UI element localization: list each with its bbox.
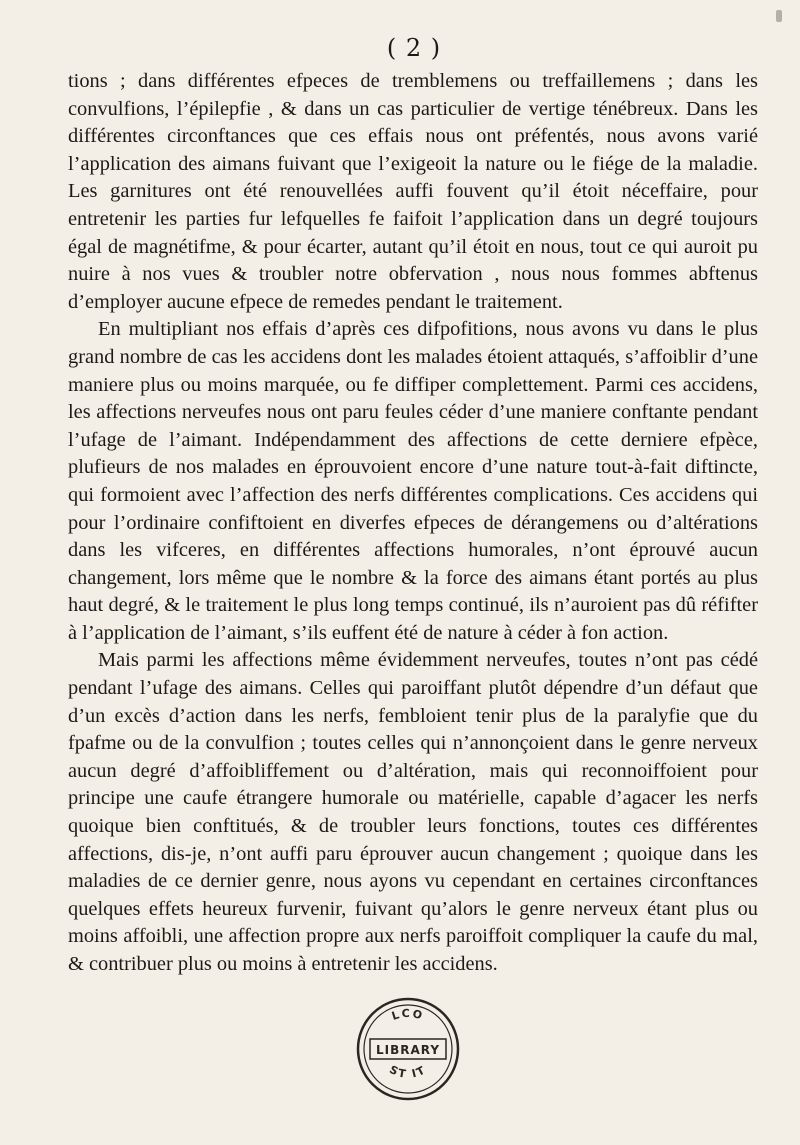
- library-stamp: [353, 994, 463, 1104]
- stamp-bottom-text: ST IT: [387, 1062, 429, 1081]
- stamp-center-text: LIBRARY: [375, 1043, 441, 1057]
- paragraph-1: tions ; dans différentes efpeces de tremblemens ou treffaillemens ; dans les convulfions, l’épilepfie , & dans un cas particulier de vertige ténébreux. Dans les différentes circonftances que ces effais nous ont préfentés, nous avons varié l’application des aimans fuivant que l’exigeoit la nature ou le fiége de la maladie. Les garnitures ont été renouvellées auffi fouvent qu’il étoit néceffaire, pour entretenir les parties fur lefquelles fe faifoit l’application dans un degré toujours égal de magnétifme, & pour écarter, autant qu’il étoit en nous, tout ce qui auroit pu nuire à nos vues & troubler notre obfervation , nous nous fommes abftenus d’employer aucune efpece de remedes pendant le traitement.: [68, 70, 758, 313]
- paragraph-2: En multipliant nos effais d’après ces difpofitions, nous avons vu dans le plus grand nombre de cas les accidens dont les malades étoient attaqués, s’affoiblir d’une maniere plus ou moins marquée, ou fe diffiper complettement. Parmi ces accidens, les affections nerveufes nous ont paru feules céder d’une maniere conftante pendant l’ufage de l’aimant. Indépendamment des affections de cette derniere efpèce, plufieurs de nos malades en éprouvoient encore d’une nature tout-à-fait diftincte, qui formoient avec l’affection des nerfs différentes complications. Ces accidens qui pour l’ordinaire confiftoient en diverfes efpeces de dérangemens ou d’altérations dans les vifceres, en différentes affections humorales, n’ont éprouvé aucun changement, lors même que le nombre & la force des aimans étant portés au plus haut degré, & le traitement le plus long temps continué, ils n’auroient pas dû réfifter à l’application de l’aimant, s’ils euffent été de nature à céder à fon action.: [68, 318, 758, 644]
- stamp-top-text: LCO: [390, 1006, 426, 1023]
- body-text: [68, 68, 758, 979]
- paragraph-3: Mais parmi les affections même évidemment nerveufes, toutes n’ont pas cédé pendant l’ufage des aimans. Celles qui paroiffant plutôt dépendre d’un défaut que d’un excès d’action dans les nerfs, fembloient tenir plus de la paralyfie que du fpafme ou de la convulfion ; toutes celles qui n’annonçoient dans le genre nerveux aucun degré d’affoibliffement ou d’altération, mais qui reconnoiffoient pour principe une caufe étrangere humorale ou matérielle, capable d’agacer les nerfs quoique bien conftitués, & de troubler leurs fonctions, toutes ces différentes affections, dis-je, n’ont auffi paru éprouver aucun changement ; quoique dans les maladies de ce dernier genre, nous ayons vu cependant en certaines circonftances quelques effets heureux furvenir, fuivant qu’alors le genre nerveux étant plus ou moins affoibli, une affection propre aux nerfs paroiffoit compliquer la caufe du mal, & contribuer plus ou moins à entretenir les accidens.: [68, 649, 758, 975]
- page-number: ( 2 ): [386, 34, 442, 62]
- page-corner-mark: [776, 10, 782, 22]
